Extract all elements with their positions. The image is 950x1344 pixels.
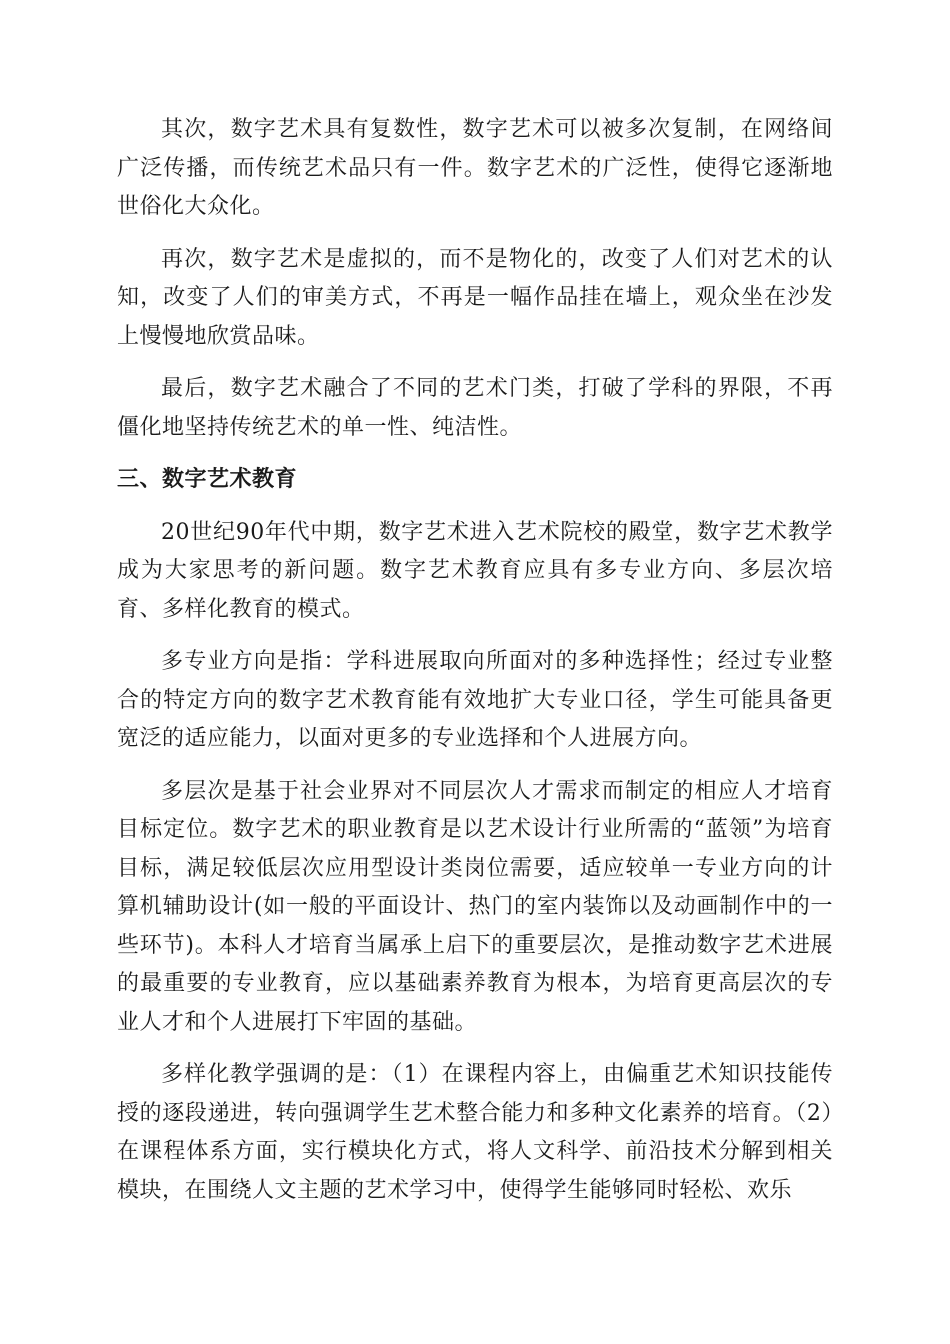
paragraph-diversified-teaching: 多样化教学强调的是：（1）在课程内容上，由偏重艺术知识技能传授的逐段递进，转向强调学生艺术整合能力和多种文化素养的培育。（2）在课程体系方面，实行模块化方式，将人文科学、前沿技术分解到相关模块，在围绕人文主题的艺术学习中，使得学生能够同时轻松、欢乐 [117, 1062, 833, 1203]
paragraph-fusion: 最后，数字艺术融合了不同的艺术门类，打破了学科的界限，不再僵化地坚持传统艺术的单一性、纯洁性。 [117, 376, 833, 440]
paragraph-education-intro: 20世纪90年代中期，数字艺术进入艺术院校的殿堂，数字艺术教学成为大家思考的新问题。数字艺术教育应具有多专业方向、多层次培育、多样化教育的模式。 [117, 519, 833, 622]
paragraph-multi-level: 多层次是基于社会业界对不同层次人才需求而制定的相应人才培育目标定位。数字艺术的职业教育是以艺术设计行业所需的“蓝领”为培育目标，满足较低层次应用型设计类岗位需要，适应较单一专业方向的计算机辅助设计(如一般的平面设计、热门的室内装饰以及动画制作中的一些环节)。本科人才培育当属承上启下的重要层次，是推动数字艺术进展的最重要的专业教育，应以基础素养教育为根本，为培育更高层次的专业人才和个人进展打下牢固的基础。 [117, 778, 833, 1035]
paragraph-complexity: 其次，数字艺术具有复数性，数字艺术可以被多次复制，在网络间广泛传播，而传统艺术品只有一件。数字艺术的广泛性，使得它逐渐地世俗化大众化。 [117, 117, 833, 219]
document-body [117, 111, 833, 1224]
section-heading: 三、数字艺术教育 [117, 467, 298, 492]
paragraph-virtuality: 再次，数字艺术是虚拟的，而不是物化的，改变了人们对艺术的认知，改变了人们的审美方式，不再是一幅作品挂在墙上，观众坐在沙发上慢慢地欣赏品味。 [117, 246, 833, 349]
paragraph-multi-direction: 多专业方向是指：学科进展取向所面对的多种选择性；经过专业整合的特定方向的数字艺术教育能有效地扩大专业口径，学生可能具备更宽泛的适应能力，以面对更多的专业选择和个人进展方向。 [117, 649, 833, 751]
